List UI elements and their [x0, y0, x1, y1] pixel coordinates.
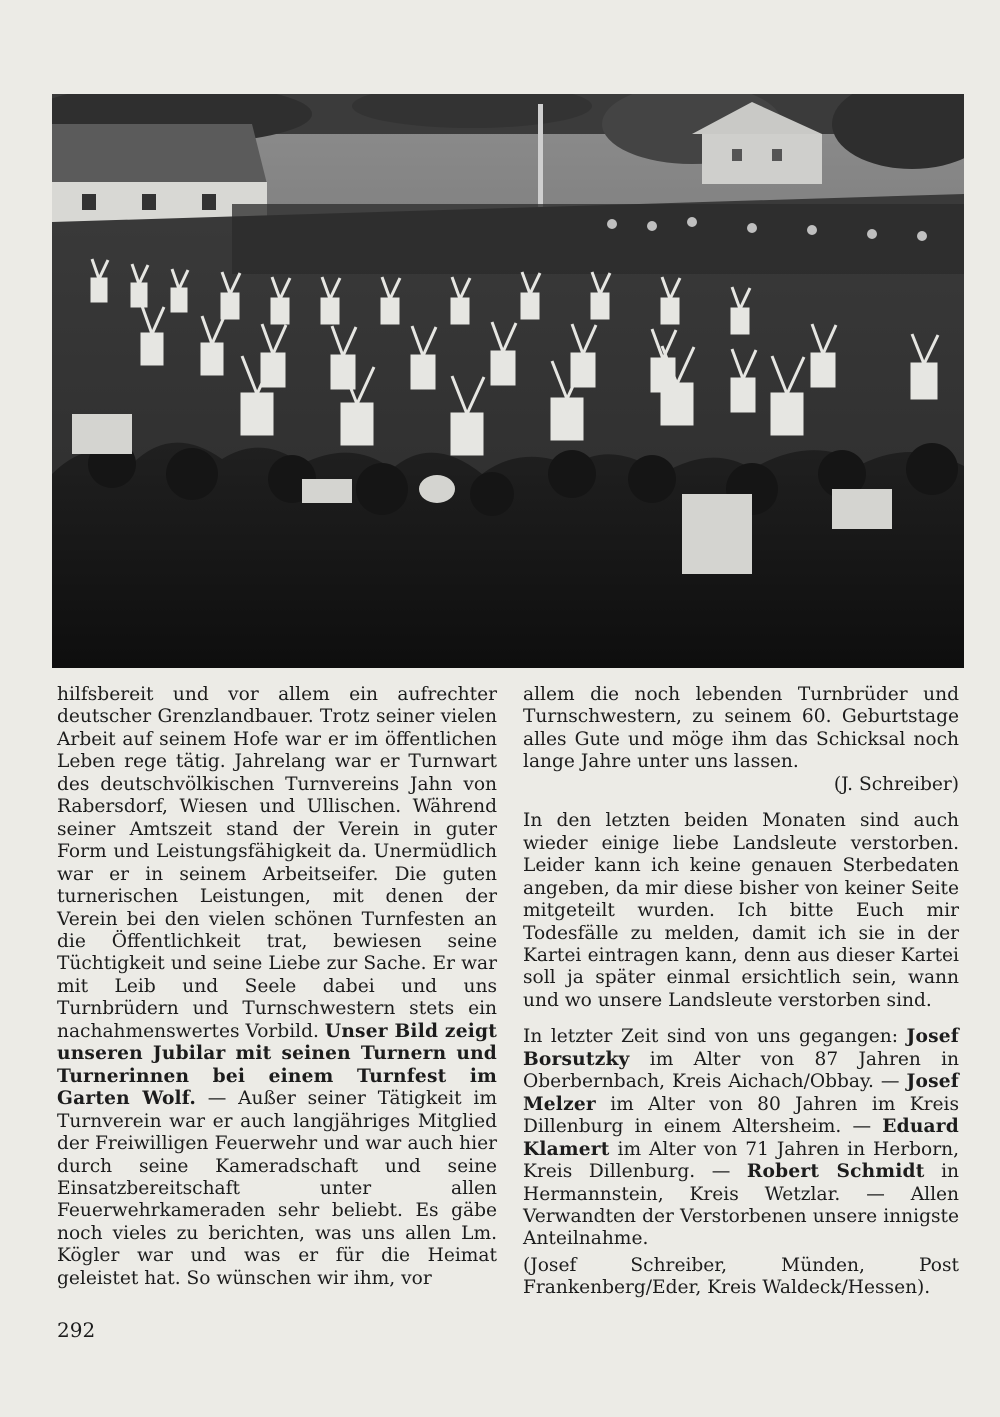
deceased-name: Robert Schmidt [746, 1161, 925, 1183]
deceased-name: Josef Borsutzky [523, 1026, 959, 1070]
paragraph-text: im Alter von 71 Jahren in Herborn, Kreis Dillenburg. — [523, 1138, 959, 1183]
photo-caption-bold: Unser Bild zeigt unseren Jubilar mit seinen Turnern und Turnerinnen bei einem Turnfest im Garten Wolf. [57, 1020, 497, 1110]
right-text-column [523, 684, 959, 1300]
article-paragraph: In den letzten beiden Monaten sind auch wieder einige liebe Landsleute verstorben. Leider kann ich keine genauen Sterbedaten angeben, da mir diese bisher von keiner Seite mitgeteilt wurden. Ich bitte Euch mir Todesfälle zu melden, damit ich sie in der Kartei eintragen kann, denn aus dieser Kartei soll ja später einmal ersichtlich sein, wann und wo unsere Landsleute verstorben sind. [523, 810, 959, 1011]
paragraph-text: im Alter von 87 Jahren in Oberbernbach, Kreis Aichach/Obbay. — [523, 1048, 959, 1093]
paragraph-text: in Hermannstein, Kreis Wetzlar. — Allen Verwandten der Verstorbenen unsere innigste Anteilnahme. [523, 1161, 959, 1250]
paragraph-text: im Alter von 80 Jahren im Kreis Dillenburg in einem Altersheim. — [523, 1093, 959, 1138]
gymnastics-festival-photo [52, 94, 964, 668]
obituary-paragraph [523, 1026, 959, 1251]
paragraph-text: — Außer seiner Tätigkeit im Turnverein war er auch langjähriges Mitglied der Freiwilligen Feuerwehr und war auch hier durch seine Kameradschaft und seine Einsatzbereitschaft unter allen Feuerwehrkameraden sehr beliebt. Es gäbe noch vieles zu berichten, was uns allen Lm. Kögler war und was er für die Heimat geleistet hat. So wünschen wir ihm, vor [57, 1088, 497, 1289]
deceased-name: Josef Melzer [523, 1071, 959, 1115]
left-text-column [57, 684, 497, 1290]
page-number: 292 [57, 1318, 96, 1342]
author-contact: (Josef Schreiber, Münden, Post Frankenberg/Eder, Kreis Waldeck/Hessen). [523, 1254, 959, 1299]
paragraph-text: In letzter Zeit sind von uns gegangen: [523, 1026, 907, 1048]
deceased-name: Eduard Klamert [523, 1116, 959, 1160]
author-signature: (J. Schreiber) [833, 773, 959, 795]
paragraph-text: hilfsbereit und vor allem ein aufrechter deutscher Grenzlandbauer. Trotz seiner vielen Arbeit auf seinem Hofe war er im öffentlichen Leben rege tätig. Jahrelang war er Turnwart des deutschvölkischen Turnvereins Jahn von Rabersdorf, Wiesen und Ullischen. Während seiner Amtszeit stand der Verein in guter Form und Leistungsfähigkeit da. Unermüdlich war er in seinem Arbeitseifer. Die guten turnerischen Leistungen, mit denen der Verein bei den vielen schönen Turnfesten an die Öffentlichkeit trat, bewiesen seine Tüchtigkeit und seine Liebe zur Sache. Er war mit Leib und Seele dabei und uns Turnbrüdern und Turnschwestern stets ein nachahmenswertes Vorbild. [57, 684, 497, 1042]
article-paragraph [57, 684, 497, 1290]
article-paragraph: allem die noch lebenden Turnbrüder und Turnschwestern, zu seinem 60. Geburtstage alles Gute und möge ihm das Schicksal noch lange Jahre unter uns lassen. [523, 684, 959, 773]
photo-illustration [52, 94, 964, 668]
